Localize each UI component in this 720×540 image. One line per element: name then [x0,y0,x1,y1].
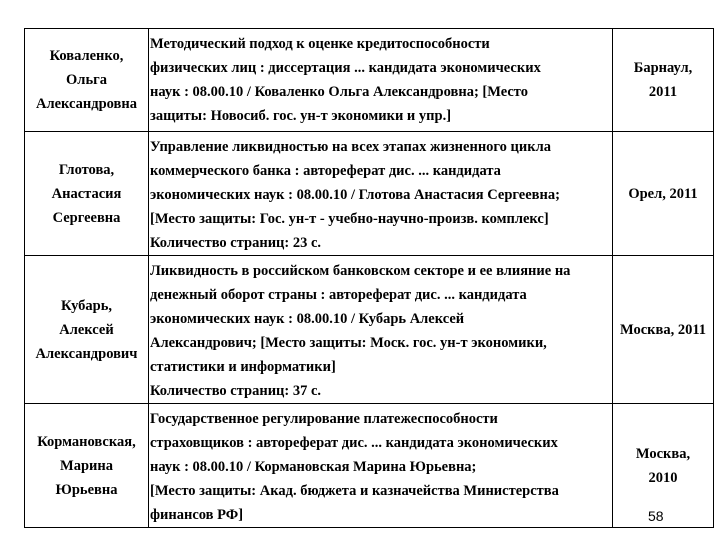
author-line: Коваленко, [49,48,124,64]
author-line: Алексей [59,321,114,338]
author-cell [25,132,149,256]
title-line: Государственное регулирование платежеспособности [150,411,498,427]
author-line: Александровна [36,96,137,112]
title-line: [Место защиты: Акад. бюджета и казначейства Министерства [150,483,559,499]
title-line: денежный оборот страны : автореферат дис. ... кандидата [150,287,527,303]
title-line: Управление ликвидностью на всех этапах жизненного цикла [150,139,551,155]
author-cell [25,29,149,132]
title-line: страховщиков : автореферат дис. ... кандидата экономических [150,435,558,451]
place-line: 2011 [648,84,678,100]
author-line: Ольга [66,72,107,88]
author-line: Глотова, [58,161,115,178]
title-line: Количество страниц: 37 с. [150,383,322,399]
title-line: коммерческого банка : автореферат дис. ... кандидата [150,163,501,179]
title-line: защиты: Новосиб. гос. ун-т экономики и упр.] [150,108,452,124]
title-cell [149,256,613,404]
title-line: финансов РФ] [150,507,244,523]
table-row [25,29,714,132]
table-row [25,256,714,404]
author-cell [25,256,149,404]
author-line: Кубарь, [60,297,113,314]
title-line: Методический подход к оценке кредитоспособности [150,36,490,52]
title-line: Количество страниц: 23 с. [150,235,322,251]
author-line: Юрьевна [55,481,118,498]
title-line: статистики и информатики] [150,359,336,375]
place-cell [613,256,714,404]
place-line: Москва, [635,445,691,462]
title-line: Александрович; [Место защиты: Моск. гос. ун-т экономики, [150,335,547,351]
page-number: 58 [648,508,664,524]
title-line: экономических наук : 08.00.10 / Кубарь Алексей [150,311,465,327]
table-row [25,404,714,528]
title-cell [149,29,613,132]
title-line: экономических наук : 08.00.10 / Глотова Анастасия Сергеевна; [150,187,560,203]
title-line: [Место защиты: Гос. ун-т - учебно-научно-произв. комплекс] [150,211,549,227]
author-line: Александрович [35,345,138,362]
author-cell [25,404,149,528]
place-line: Барнаул, [633,60,693,76]
dissertation-table [24,28,714,528]
place-line: Москва, 2011 [619,321,707,338]
place-line: 2010 [648,469,678,486]
author-line: Анастасия [51,185,122,202]
place-cell [613,132,714,256]
table-row [25,132,714,256]
title-line: наук : 08.00.10 / Кормановская Марина Юрьевна; [150,459,477,475]
author-line: Сергеевна [52,209,121,226]
place-cell [613,29,714,132]
title-line: физических лиц : диссертация ... кандидата экономических [150,60,541,76]
title-line: Ликвидность в российском банковском секторе и ее влияние на [150,263,571,279]
place-line: Орел, 2011 [628,185,698,202]
author-line: Марина [60,457,113,474]
title-cell [149,404,613,528]
title-line: наук : 08.00.10 / Коваленко Ольга Александровна; [Место [150,84,528,100]
author-line: Кормановская, [37,433,136,450]
title-cell [149,132,613,256]
